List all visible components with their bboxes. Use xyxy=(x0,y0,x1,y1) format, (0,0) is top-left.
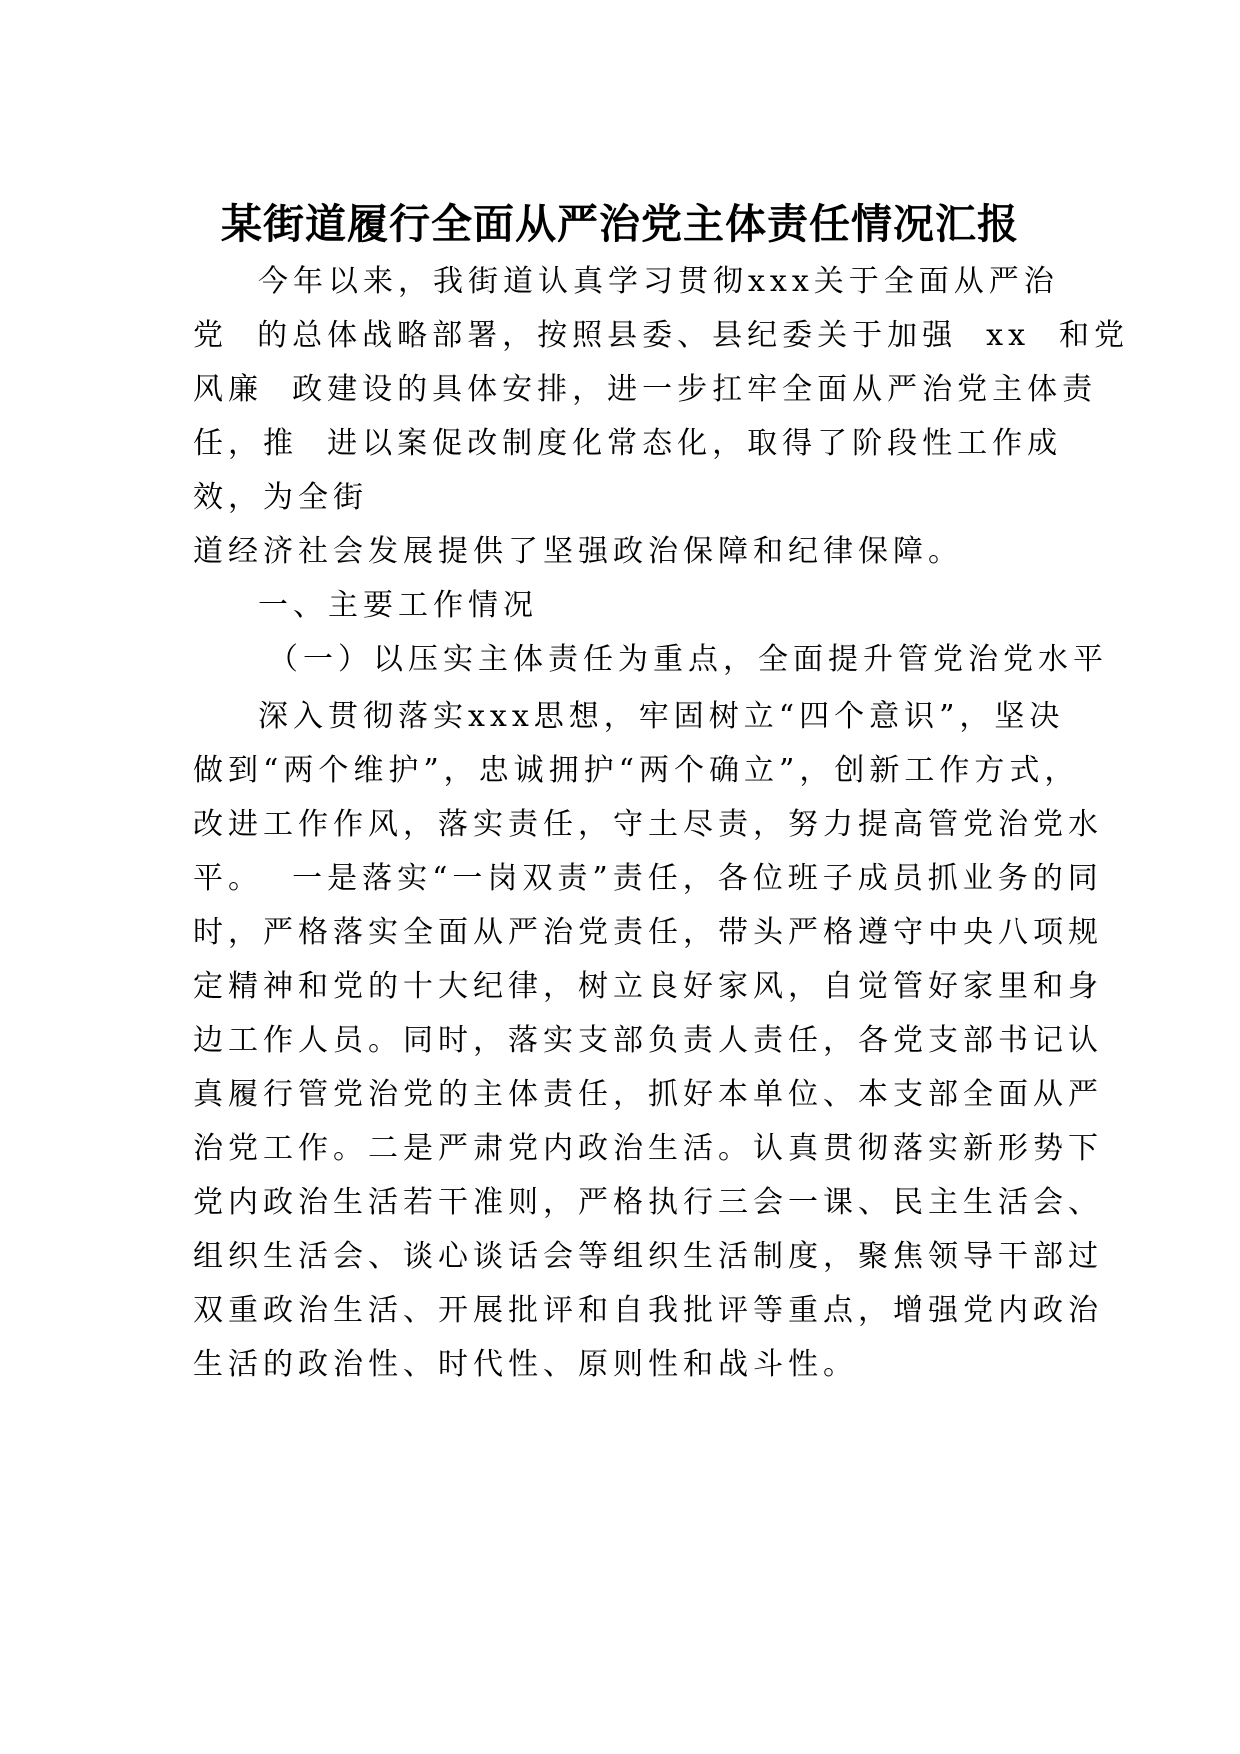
subsection-heading: （一）以压实主体责任为重点，全面提升管党治党水平 xyxy=(268,642,1108,677)
body-line: 定精神和党的十大纪律，树立良好家风，自觉管好家里和身 xyxy=(193,969,1103,1004)
body-line: 改进工作作风，落实责任，守土尽责，努力提高管党治党水 xyxy=(193,807,1103,842)
body-line: 党内政治生活若干准则，严格执行三会一课、民主生活会、 xyxy=(193,1185,1103,1220)
document-title: 某街道履行全面从严治党主体责任情况汇报 xyxy=(221,200,1019,248)
section-heading: 一、主要工作情况 xyxy=(258,588,538,623)
body-line: 平。 一是落实“一岗双责”责任，各位班子成员抓业务的同 xyxy=(193,861,1103,896)
body-line: 边工作人员。同时，落实支部负责人责任，各党支部书记认 xyxy=(193,1023,1103,1058)
body-line: 双重政治生活、开展批评和自我批评等重点，增强党内政治 xyxy=(193,1293,1103,1328)
intro-line: 党 的总体战略部署，按照县委、县纪委关于加强 xx 和党 xyxy=(193,318,1130,353)
body-line: 组织生活会、谈心谈话会等组织生活制度，聚焦领导干部过 xyxy=(193,1239,1103,1274)
body-line: 时，严格落实全面从严治党责任，带头严格遵守中央八项规 xyxy=(193,915,1103,950)
body-line: 做到“两个维护”，忠诚拥护“两个确立”，创新工作方式， xyxy=(193,753,1080,788)
body-line: 生活的政治性、时代性、原则性和战斗性。 xyxy=(193,1347,858,1382)
intro-line: 效，为全街 xyxy=(193,480,368,515)
intro-line: 任，推 进以案促改制度化常态化，取得了阶段性工作成 xyxy=(193,426,1063,461)
body-line: 真履行管党治党的主体责任，抓好本单位、本支部全面从严 xyxy=(193,1077,1103,1112)
intro-line: 今年以来，我街道认真学习贯彻xxx关于全面从严治 xyxy=(258,264,1059,299)
intro-line: 风廉 政建设的具体安排，进一步扛牢全面从严治党主体责 xyxy=(193,372,1098,407)
body-line: 深入贯彻落实xxx思想，牢固树立“四个意识”，坚决 xyxy=(258,699,1065,734)
intro-line: 道经济社会发展提供了坚强政治保障和纪律保障。 xyxy=(193,534,963,569)
body-line: 治党工作。二是严肃党内政治生活。认真贯彻落实新形势下 xyxy=(193,1131,1103,1166)
